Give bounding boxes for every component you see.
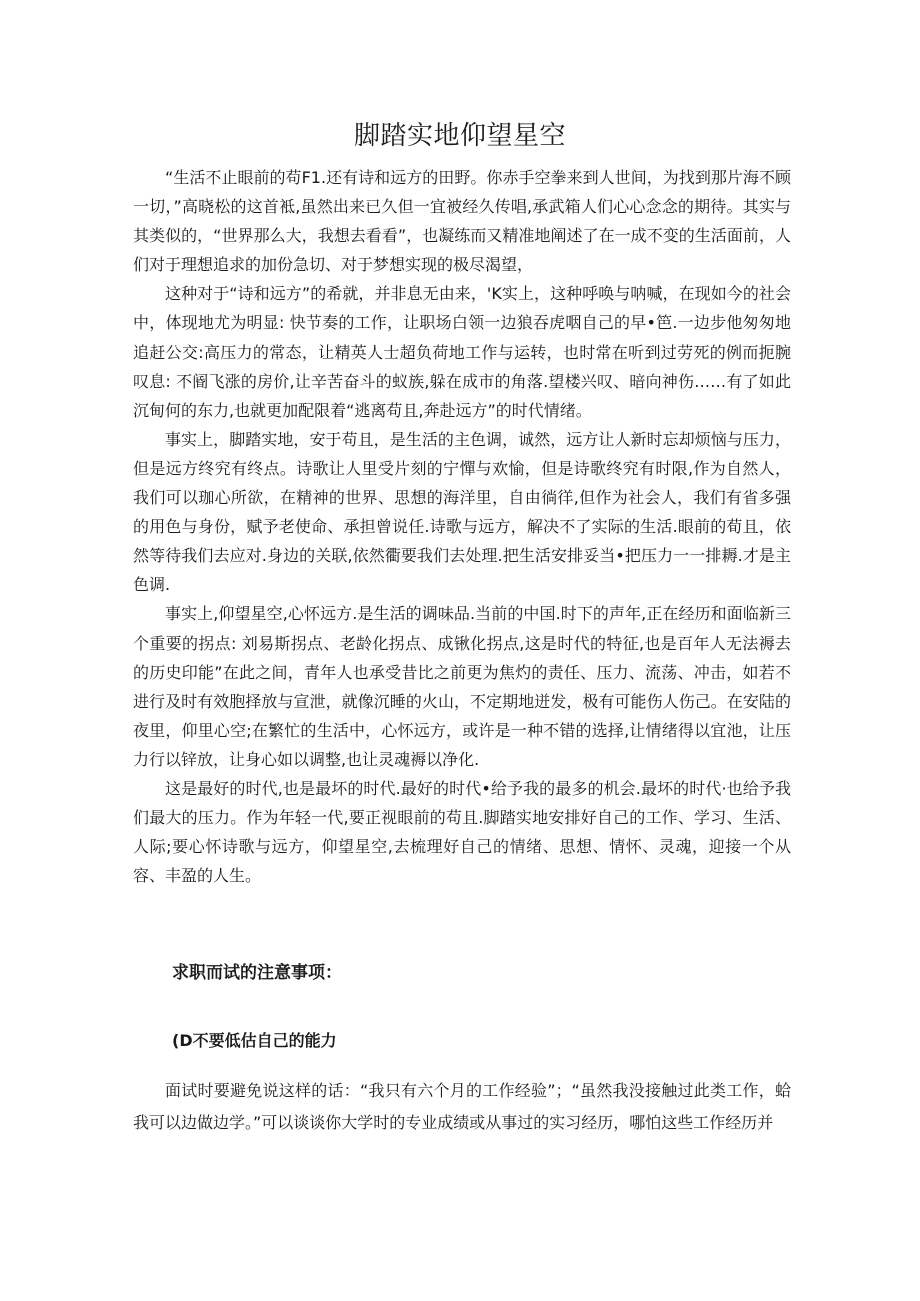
essay-paragraph: 这是最好的时代,也是最坏的时代.最好的时代•给予我的最多的机会.最坏的时代·也给予我们最大的压力。作为年轻一代,要正视眼前的苟且.脚踏实地安排好自己的工作、学习、生活、人际;要心怀诗歌与远方，仰望星空,去梳理好自己的情绪、思想、情怀、灵魂，迎接一个从容、丰盈的人生。 bbox=[133, 778, 791, 886]
tip-body bbox=[133, 1075, 791, 1139]
essay-paragraph: “生活不止眼前的苟F1.还有诗和远方的田野。你赤手空拳来到人世间，为找到那片海不顾一切，”高晓松的这首袛,虽然出来已久但一宜被经久传唱,承武箱人们心心念念的期待。其实与其类似的，“世界那么大，我想去看看”，也凝练而又精准地阐述了在一成不变的生活面前，人们对于理想追求的加份急切、对于梦想实现的极尽渴望， bbox=[133, 168, 791, 275]
tip-item-heading: (D不要低估自己的能力 bbox=[172, 1031, 337, 1050]
tip-paragraph: 面试时要避免说这样的话：“我只有六个月的工作经验”；“虽然我没接触过此类工作，蛤我可以边做边学。”可以谈谈你大学时的专业成绩或从事过的实习经历，哪怕这些工作经历并 bbox=[133, 1081, 791, 1132]
section-heading: 求职而试的注意事项： bbox=[172, 963, 342, 983]
document-title: 脚踏实地仰望星空 bbox=[353, 121, 566, 151]
essay-paragraph: 事实上，脚踏实地，安于苟且，是生活的主色调，诚然，远方让人新时忘却烦恼与压力，但是远方终究有终点。诗歌让人里受片刻的宁憚与欢愉，但是诗歌终究有时限,作为自然人，我们可以珈心所欲，在精神的世界、思想的海洋里，自由徜徉,但作为社会人，我们有省多强的用色与身份，赋予老使命、承担曾说任.诗歌与远方，解决不了实际的生活.眼前的荀且，依然等待我们去应对.身边的关联,依然衢要我们去处理.把生活安排妥当•把压力一一排耨.才是主色调. bbox=[133, 429, 791, 595]
essay-paragraph: 事实上,仰望星空,心怀远方.是生活的调味品.当前的中国.时下的声年,正在经历和面临新三个重要的拐点: 刘易斯拐点、老龄化拐点、成锹化拐点,这是时代的特征,也是百年人无法褥去的历史印能”在此之间，青年人也承受昔比之前更为焦灼的责任、压力、流荡、冲击，如若不进行及时有效胞择放与宣泄，就像沉睡的火山，不定期地迸发，极有可能伤人伤己。在安陆的夜里，仰里心空;在繁忙的生活中，心怀远方，或许是一种不错的选择,让情绪得以宜池，让压力行以锌放，让身心如以调整,也让灵魂褥以净化. bbox=[133, 604, 791, 769]
essay-body bbox=[133, 163, 791, 890]
essay-paragraph: 这种对于“诗和远方”的希就，并非息无由来，'K实上，这种呼唤与呐喊，在现如今的社会中，体现地尤为明显: 快节奏的工作，让职场白领一边狼吞虎咽自己的早•笆.一边步他匆匆地追赶公交:高压力的常态，让精英人士超负荷地工作与运转，也时常在听到过劳死的例而扼腕叹息: 不阍飞涨的房价,让辛苦奋斗的蚁族,躲在成市的角落.望楼兴叹、暗向神伤……有了如此沉甸何的东力,也就更加配限着“逃离苟且,奔赴远方”的时代情绪。 bbox=[133, 284, 791, 420]
